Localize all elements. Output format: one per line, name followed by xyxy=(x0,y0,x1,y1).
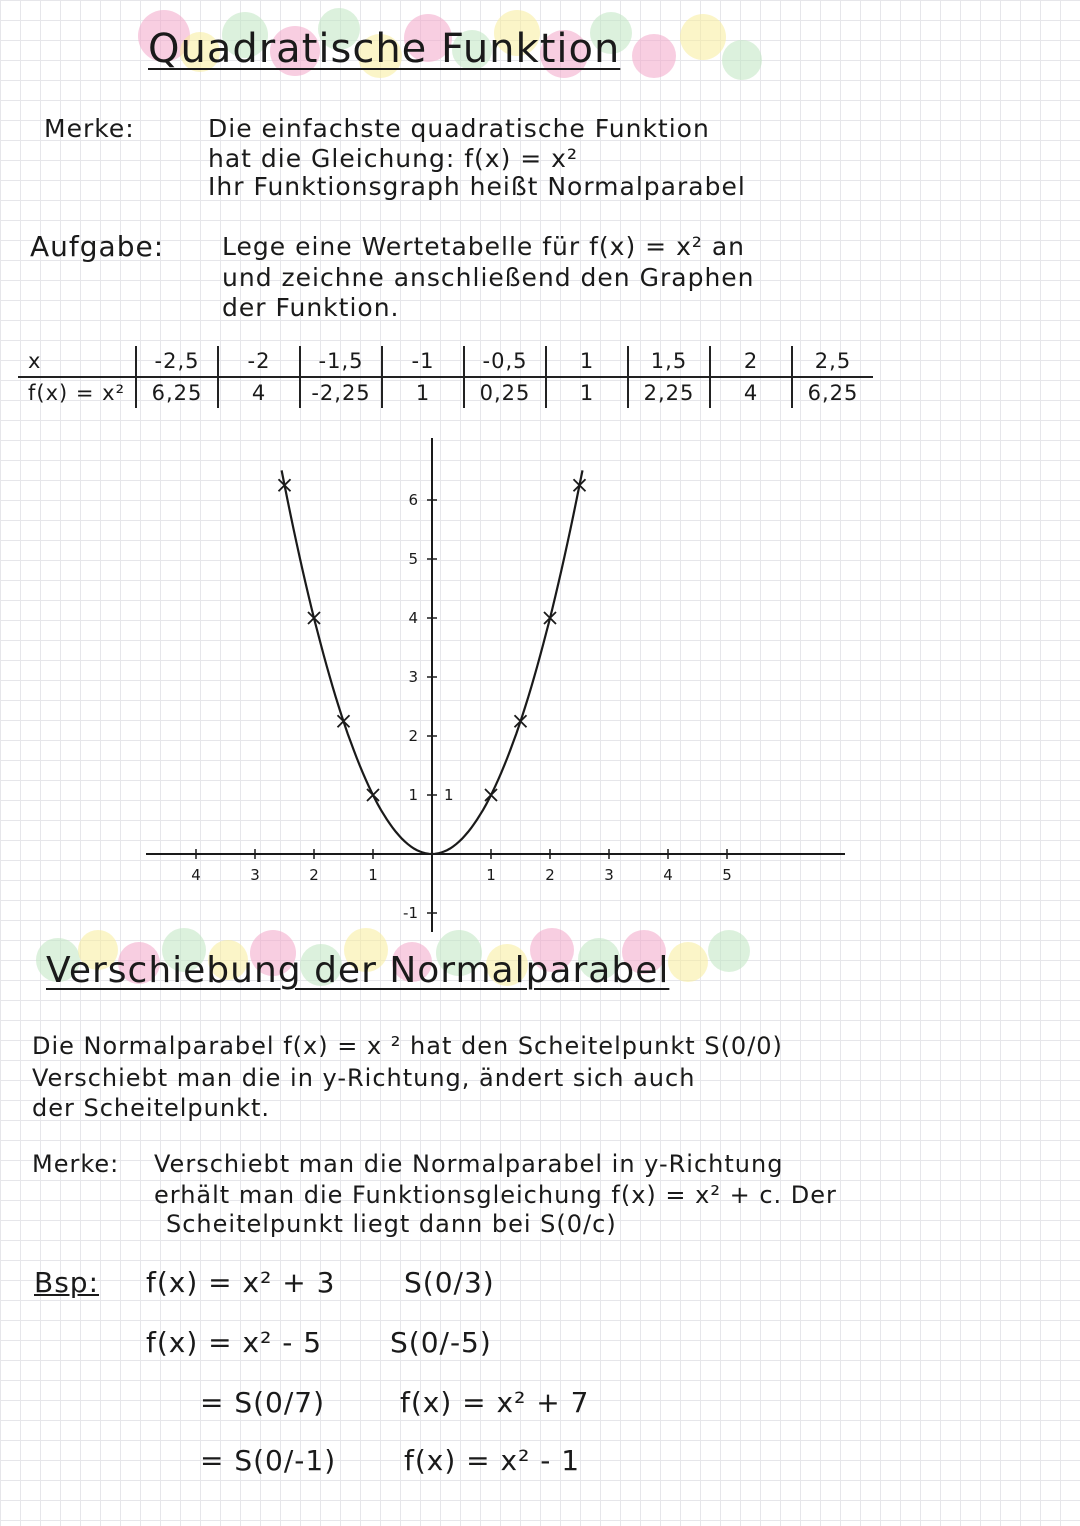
x-tick-label: 4 xyxy=(663,866,673,884)
aufgabe-line: Lege eine Wertetabelle für f(x) = x² an xyxy=(222,232,745,261)
table-cell: 1 xyxy=(546,346,628,377)
table-cell: 6,25 xyxy=(136,377,218,408)
merke-label-1: Merke: xyxy=(44,114,135,143)
aufgabe-line: und zeichne anschließend den Graphen xyxy=(222,263,755,292)
table-cell: -2,5 xyxy=(136,346,218,377)
value-table xyxy=(18,346,873,408)
table-cell: 0,25 xyxy=(464,377,546,408)
merke-line: Scheitelpunkt liegt dann bei S(0/c) xyxy=(166,1210,617,1238)
y-tick-label: -1 xyxy=(403,904,418,922)
data-point xyxy=(338,715,350,727)
x-tick-label: 3 xyxy=(604,866,614,884)
table-cell: 1,5 xyxy=(628,346,710,377)
y-tick-label: 2 xyxy=(408,727,418,745)
table-cell: -2 xyxy=(218,346,300,377)
table-row-f xyxy=(18,377,873,408)
example-right: f(x) = x² + 7 xyxy=(400,1386,590,1419)
x-tick-label: 2 xyxy=(309,866,319,884)
section-2-title: Verschiebung der Normalparabel xyxy=(46,950,670,991)
section-1-title: Quadratische Funktion xyxy=(148,26,621,72)
table-cell: 2,5 xyxy=(792,346,873,377)
y-marker-label: 1 xyxy=(444,786,454,804)
x-tick-label: 2 xyxy=(545,866,555,884)
parabola-graph xyxy=(0,420,1080,940)
data-point xyxy=(485,789,497,801)
example-left: = S(0/7) xyxy=(200,1386,326,1419)
aufgabe-line: der Funktion. xyxy=(222,293,400,322)
example-left: f(x) = x² - 5 xyxy=(146,1326,323,1359)
row-label-x: x xyxy=(18,346,136,377)
table-cell: 2 xyxy=(710,346,792,377)
table-cell: -2,25 xyxy=(300,377,382,408)
merke-label-2: Merke: xyxy=(32,1150,120,1178)
table-row-x xyxy=(18,346,873,377)
merke-line: Ihr Funktionsgraph heißt Normalparabel xyxy=(208,172,746,201)
table-cell: 4 xyxy=(710,377,792,408)
table-cell: -1,5 xyxy=(300,346,382,377)
table-cell: -0,5 xyxy=(464,346,546,377)
table-cell: 4 xyxy=(218,377,300,408)
example-right: f(x) = x² - 1 xyxy=(404,1444,581,1477)
intro-line: Verschiebt man die in y-Richtung, ändert sich auch xyxy=(32,1064,696,1092)
merke-line: erhält man die Funktionsgleichung f(x) = x² + c. Der xyxy=(154,1181,837,1209)
y-tick-label: 6 xyxy=(408,491,418,509)
y-tick-label: 4 xyxy=(408,609,418,627)
x-tick-label: 1 xyxy=(486,866,496,884)
example-right: S(0/-5) xyxy=(390,1326,492,1359)
table-cell: -1 xyxy=(382,346,464,377)
merke-line: hat die Gleichung: f(x) = x² xyxy=(208,144,578,173)
x-tick-label: 4 xyxy=(191,866,201,884)
table-cell: 1 xyxy=(382,377,464,408)
table-cell: 2,25 xyxy=(628,377,710,408)
data-point xyxy=(515,715,527,727)
aufgabe-label: Aufgabe: xyxy=(30,230,165,263)
table-cell: 1 xyxy=(546,377,628,408)
row-label-f: f(x) = x² xyxy=(28,381,125,405)
y-tick-label: 5 xyxy=(408,550,418,568)
x-tick-label: 1 xyxy=(368,866,378,884)
x-tick-label: 3 xyxy=(250,866,260,884)
example-right: S(0/3) xyxy=(404,1266,495,1299)
example-left: f(x) = x² + 3 xyxy=(146,1266,336,1299)
table-cell: 6,25 xyxy=(792,377,873,408)
y-tick-label: 1 xyxy=(408,786,418,804)
intro-line: der Scheitelpunkt. xyxy=(32,1094,271,1122)
x-tick-label: 5 xyxy=(722,866,732,884)
intro-line: Die Normalparabel f(x) = x ² hat den Scheitelpunkt S(0/0) xyxy=(32,1032,783,1060)
merke-line: Die einfachste quadratische Funktion xyxy=(208,114,710,143)
merke-line: Verschiebt man die Normalparabel in y-Richtung xyxy=(154,1150,784,1178)
y-tick-label: 3 xyxy=(408,668,418,686)
example-left: = S(0/-1) xyxy=(200,1444,337,1477)
data-point xyxy=(367,789,379,801)
bsp-label: Bsp: xyxy=(34,1266,100,1299)
